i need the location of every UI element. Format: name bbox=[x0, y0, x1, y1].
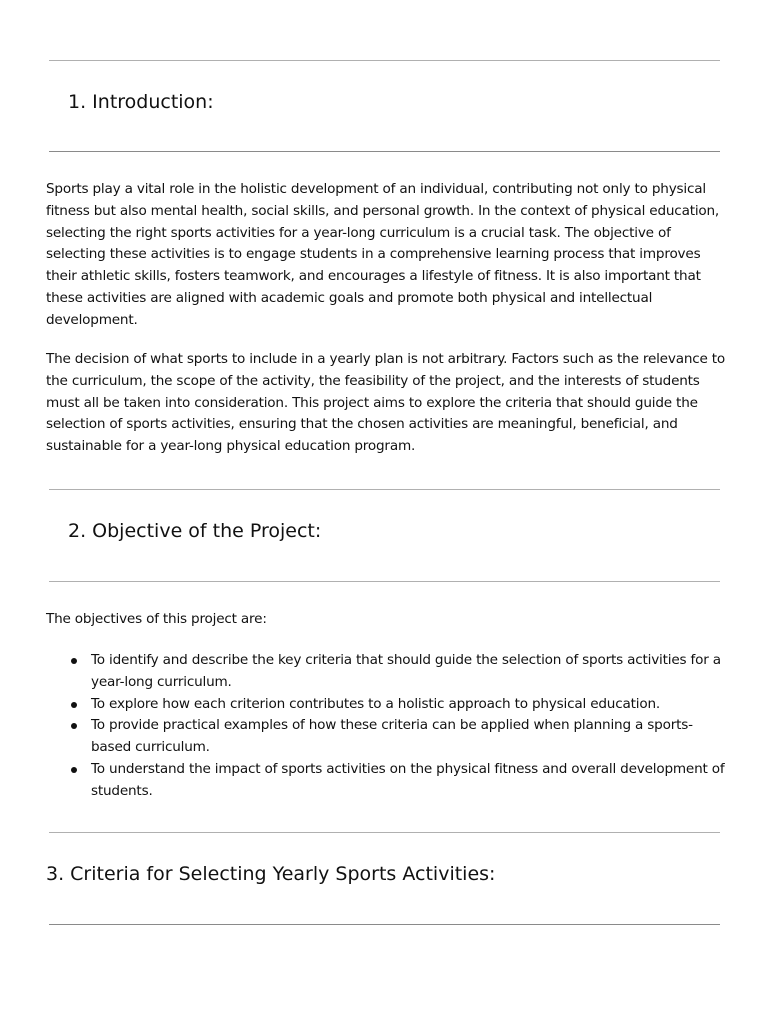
introduction-paragraph-2: The decision of what sports to include in a yearly plan is not arbitrary. Factors such as the relevance to the curriculum, the scope of the activity, the feasibility of the project, and the interests of students must all be taken into consideration. This project aims to explore the criteria that should guide the selection of sports activities, ensuring that the chosen activities are meaningful, beneficial, and sustainable for a year-long physical education program. bbox=[46, 351, 726, 455]
objective-item-1 bbox=[46, 650, 726, 694]
objective-text-3: To provide practical examples of how these criteria can be applied when planning a sports-based curriculum. bbox=[91, 717, 693, 756]
introduction-paragraph-1: Sports play a vital role in the holistic development of an individual, contributing not only to physical fitness but also mental health, social skills, and personal growth. In the context of physical education, selecting the right sports activities for a year-long curriculum is a crucial task. The objective of selecting these activities is to engage students in a comprehensive learning process that improves their athletic skills, fosters teamwork, and encourages a lifestyle of fitness. It is also important that these activities are aligned with academic goals and promote both physical and intellectual development. bbox=[46, 181, 720, 328]
objective-item-2 bbox=[46, 694, 726, 716]
section-3-heading-underline bbox=[49, 924, 720, 925]
bullet-icon bbox=[71, 723, 77, 729]
section-1-heading-underline bbox=[49, 151, 720, 152]
section-3-divider-top bbox=[49, 832, 720, 833]
objective-item-4 bbox=[46, 759, 726, 803]
section-2-heading-underline bbox=[49, 581, 720, 582]
bullet-icon bbox=[71, 767, 77, 773]
section-3-heading: 3. Criteria for Selecting Yearly Sports Activities: bbox=[46, 863, 496, 885]
bullet-icon bbox=[71, 658, 77, 664]
objectives-list bbox=[46, 650, 726, 803]
section-1-heading: 1. Introduction: bbox=[68, 91, 214, 113]
objective-text-2: To explore how each criterion contributes to a holistic approach to physical education. bbox=[91, 695, 660, 712]
section-2-divider-top bbox=[49, 489, 720, 490]
objective-text-1: To identify and describe the key criteria that should guide the selection of sports activities for a year-long curriculum. bbox=[91, 652, 721, 690]
section-2-heading: 2. Objective of the Project: bbox=[68, 520, 322, 542]
section-divider-top bbox=[49, 60, 720, 61]
objectives-intro: The objectives of this project are: bbox=[46, 611, 267, 627]
objective-item-3 bbox=[46, 715, 726, 759]
bullet-icon bbox=[71, 702, 77, 708]
objective-text-4: To understand the impact of sports activities on the physical fitness and overall development of students. bbox=[91, 760, 725, 799]
